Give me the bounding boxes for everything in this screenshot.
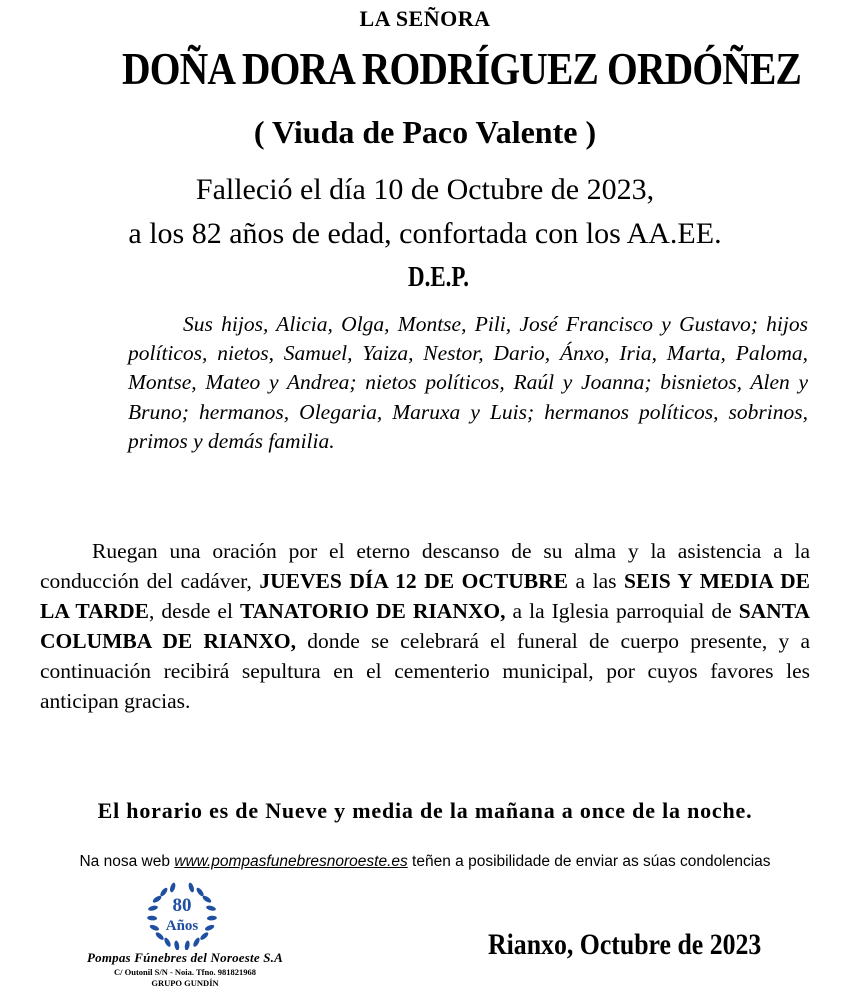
laurel-leaf xyxy=(174,940,180,950)
laurel-leaf xyxy=(204,924,215,932)
death-date-line: Falleció el día 10 de Octubre de 2023, xyxy=(195,173,655,206)
schedule-line: El horario es de Nueve y media de la mañana a once de la noche. xyxy=(97,798,753,823)
logo-group: GRUPO GUNDÍN xyxy=(151,978,219,988)
logo-company-name: Pompas Fúnebres del Noroeste S.A xyxy=(87,950,283,965)
laurel-leaf xyxy=(199,931,210,941)
laurel-leaf xyxy=(207,915,217,920)
laurel-leaf xyxy=(154,931,165,941)
service-date: JUEVES DÍA 12 DE OCTUBRE xyxy=(259,569,568,593)
laurel-leaf xyxy=(195,887,205,898)
laurel-leaf xyxy=(148,905,159,912)
laurel-leaf xyxy=(149,924,160,932)
laurel-leaf xyxy=(163,937,172,948)
widow-line: ( Viuda de Paco Valente ) xyxy=(253,114,597,150)
laurel-leaf xyxy=(188,882,195,893)
logo-years-number: 80 xyxy=(172,895,192,916)
laurel-leaf xyxy=(192,937,201,948)
web-line xyxy=(0,853,850,871)
service-paragraph xyxy=(40,536,810,716)
web-prefix: Na nosa web xyxy=(79,853,175,870)
heading-label: LA SEÑORA xyxy=(359,6,491,31)
family-paragraph xyxy=(128,310,808,456)
dep-label: D.E.P. xyxy=(408,262,470,293)
laurel-leaf xyxy=(147,915,157,920)
service-origin: TANATORIO DE RIANXO, xyxy=(239,599,506,623)
company-logo xyxy=(70,878,300,998)
service-text-5: donde se celebrará el funeral de cuerpo presente, y a continuación recibirá sepultura en el cementerio municipal, por cuyos favores les anticipan gracias. xyxy=(40,629,811,713)
web-suffix: teñen a posibilidade de enviar as súas condolencias xyxy=(407,853,771,870)
web-link[interactable]: www.pompasfunebresnoroeste.es xyxy=(174,853,408,870)
deceased-name: DOÑA DORA RODRÍGUEZ ORDÓÑEZ xyxy=(122,43,802,94)
laurel-leaf xyxy=(159,887,169,898)
service-time: SEIS Y MEDIA DE LA TARDE xyxy=(40,569,810,623)
logo-address: C/ Outonil S/N - Noia. Tfno. 981821968 xyxy=(113,967,256,977)
place-date: Rianxo, Octubre de 2023 xyxy=(488,928,762,961)
laurel-leaf xyxy=(184,940,190,950)
family-text: Sus hijos, Alicia, Olga, Montse, Pili, José Francisco y Gustavo; hijos políticos, nietos, Samuel, Yaiza, Nestor, Dario, Ánxo, Iria, Marta, Paloma, Montse, Mateo y Andrea; nietos políticos, Raúl y Joanna; bisnietos, Alen y Bruno; hermanos, Olegaria, Maruxa y Luis; hermanos políticos, sobrinos, primos y demás familia. xyxy=(128,312,808,453)
service-text-4: a la Iglesia parroquial de xyxy=(505,599,739,623)
service-church: SANTA COLUMBA DE RIANXO, xyxy=(40,599,810,653)
laurel-leaf xyxy=(206,905,217,912)
logo-years-word: Años xyxy=(165,918,199,934)
service-text-1: Ruegan una oración por el eterno descanso de su alma y la asistencia a la conducción del cadáver, xyxy=(40,539,810,593)
death-age-line: a los 82 años de edad, confortada con los AA.EE. xyxy=(128,217,722,250)
service-text-3: , desde el xyxy=(149,599,240,623)
service-text-2: a las xyxy=(567,569,625,593)
laurel-leaf xyxy=(169,882,176,893)
laurel-wreath-icon xyxy=(122,878,242,950)
